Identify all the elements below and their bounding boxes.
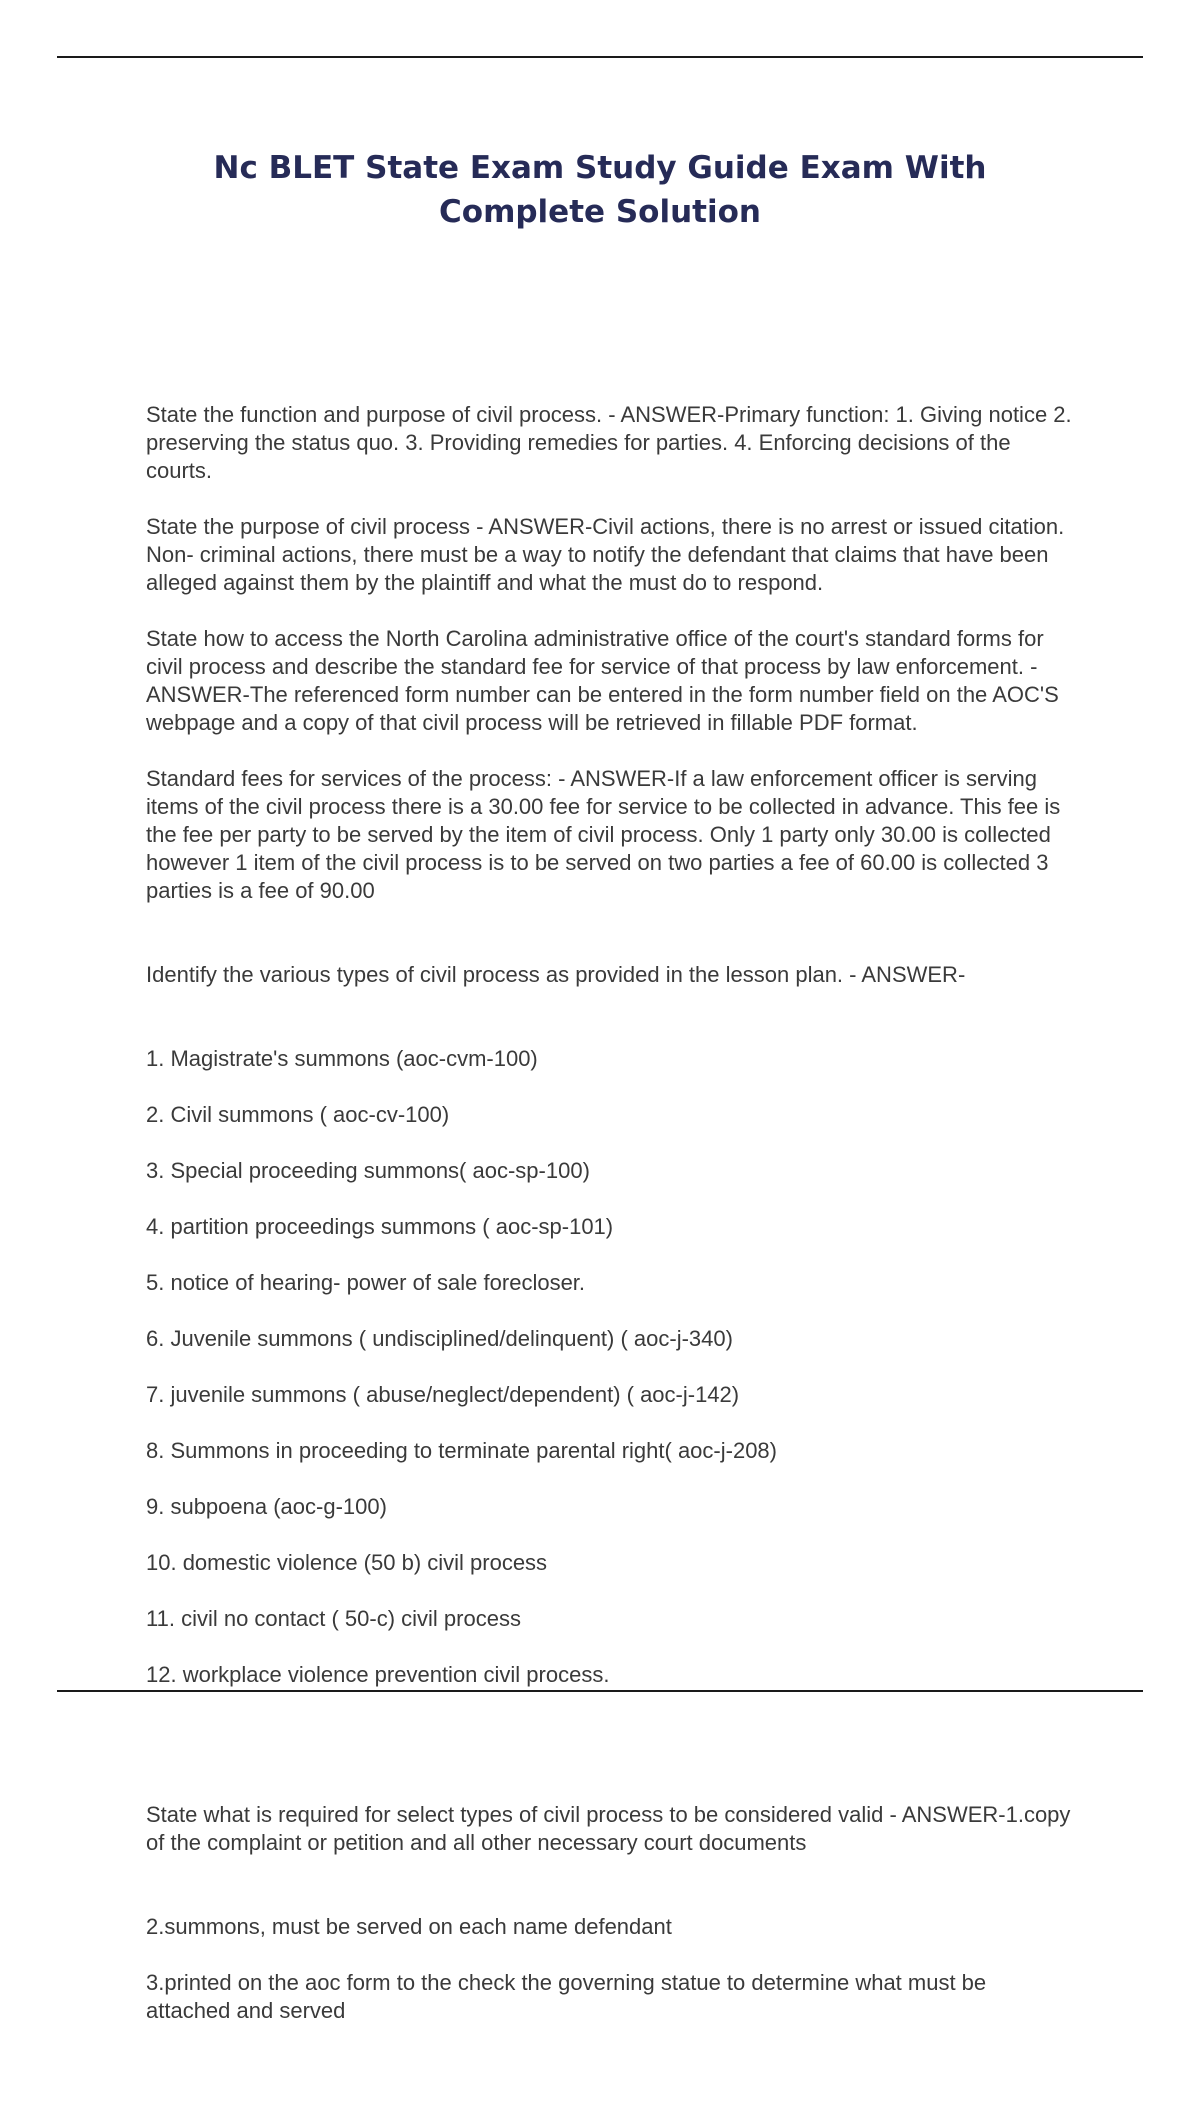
list-item: 8. Summons in proceeding to terminate parental right( aoc-j-208) [146, 1438, 777, 1463]
list-item: 4. partition proceedings summons ( aoc-sp-101) [146, 1214, 614, 1239]
list-item: 2.summons, must be served on each name defendant [146, 1914, 672, 1939]
qa-access-forms: State how to access the North Carolina administrative office of the court's standard forms for civil process and describe the standard fee for service of that process by law enforcement. - ANSWER-The referenced form number can be entered in the form number field on the AOC'S webpage and a copy of that civil process will be retrieved in fillable PDF format. [146, 626, 1059, 735]
valid-question: State what is required for select types of civil process to be considered valid - ANSWER-1.copy of the complaint or petition and all other necessary court documents [146, 1802, 1071, 1855]
list-item: 12. workplace violence prevention civil process. [146, 1662, 610, 1687]
qa-function-purpose: State the function and purpose of civil process. - ANSWER-Primary function: 1. Giving notice 2. preserving the status quo. 3. Providing remedies for parties. 4. Enforcing decisions of the courts. [146, 402, 1072, 483]
document-body [146, 401, 1076, 2109]
list-item: 10. domestic violence (50 b) civil process [146, 1550, 548, 1575]
footer-rule [57, 1690, 1143, 1692]
qa-standard-fees: Standard fees for services of the process: - ANSWER-If a law enforcement officer is serving items of the civil process there is a 30.00 fee for service to be collected in advance. This fee is the fee per party to be served by the item of civil process. Only 1 party only 30.00 is collected however 1 item of the civil process is to be served on two parties a fee of 60.00 is collected 3 parties is a fee of 90.00 [146, 766, 1061, 903]
list-item: 3. Special proceeding summons( aoc-sp-100) [146, 1158, 590, 1183]
list-item: 6. Juvenile summons ( undisciplined/delinquent) ( aoc-j-340) [146, 1326, 733, 1351]
types-list [146, 1017, 1076, 1717]
valid-list [146, 1885, 1076, 2053]
list-item: 9. subpoena (aoc-g-100) [146, 1494, 387, 1519]
header-rule [57, 56, 1143, 58]
list-item: 3.printed on the aoc form to the check the governing statue to determine what must be attached and served [146, 1970, 987, 2023]
qa-valid-civil-process [146, 1773, 1076, 2081]
list-item: 7. juvenile summons ( abuse/neglect/dependent) ( aoc-j-142) [146, 1382, 740, 1407]
list-item: 1. Magistrate's summons (aoc-cvm-100) [146, 1046, 538, 1071]
document-title: Nc BLET State Exam Study Guide Exam With Complete Solution [213, 150, 987, 230]
list-item: 11. civil no contact ( 50-c) civil process [146, 1606, 521, 1631]
qa-types-of-civil-process [146, 933, 1076, 1745]
types-question: Identify the various types of civil process as provided in the lesson plan. - ANSWER- [146, 962, 966, 987]
list-item: 2. Civil summons ( aoc-cv-100) [146, 1102, 450, 1127]
qa-purpose: State the purpose of civil process - ANSWER-Civil actions, there is no arrest or issued citation. Non- criminal actions, there must be a way to notify the defendant that claims that have been alleged against them by the plaintiff and what the must do to respond. [146, 514, 1065, 595]
list-item: 5. notice of hearing- power of sale forecloser. [146, 1270, 586, 1295]
